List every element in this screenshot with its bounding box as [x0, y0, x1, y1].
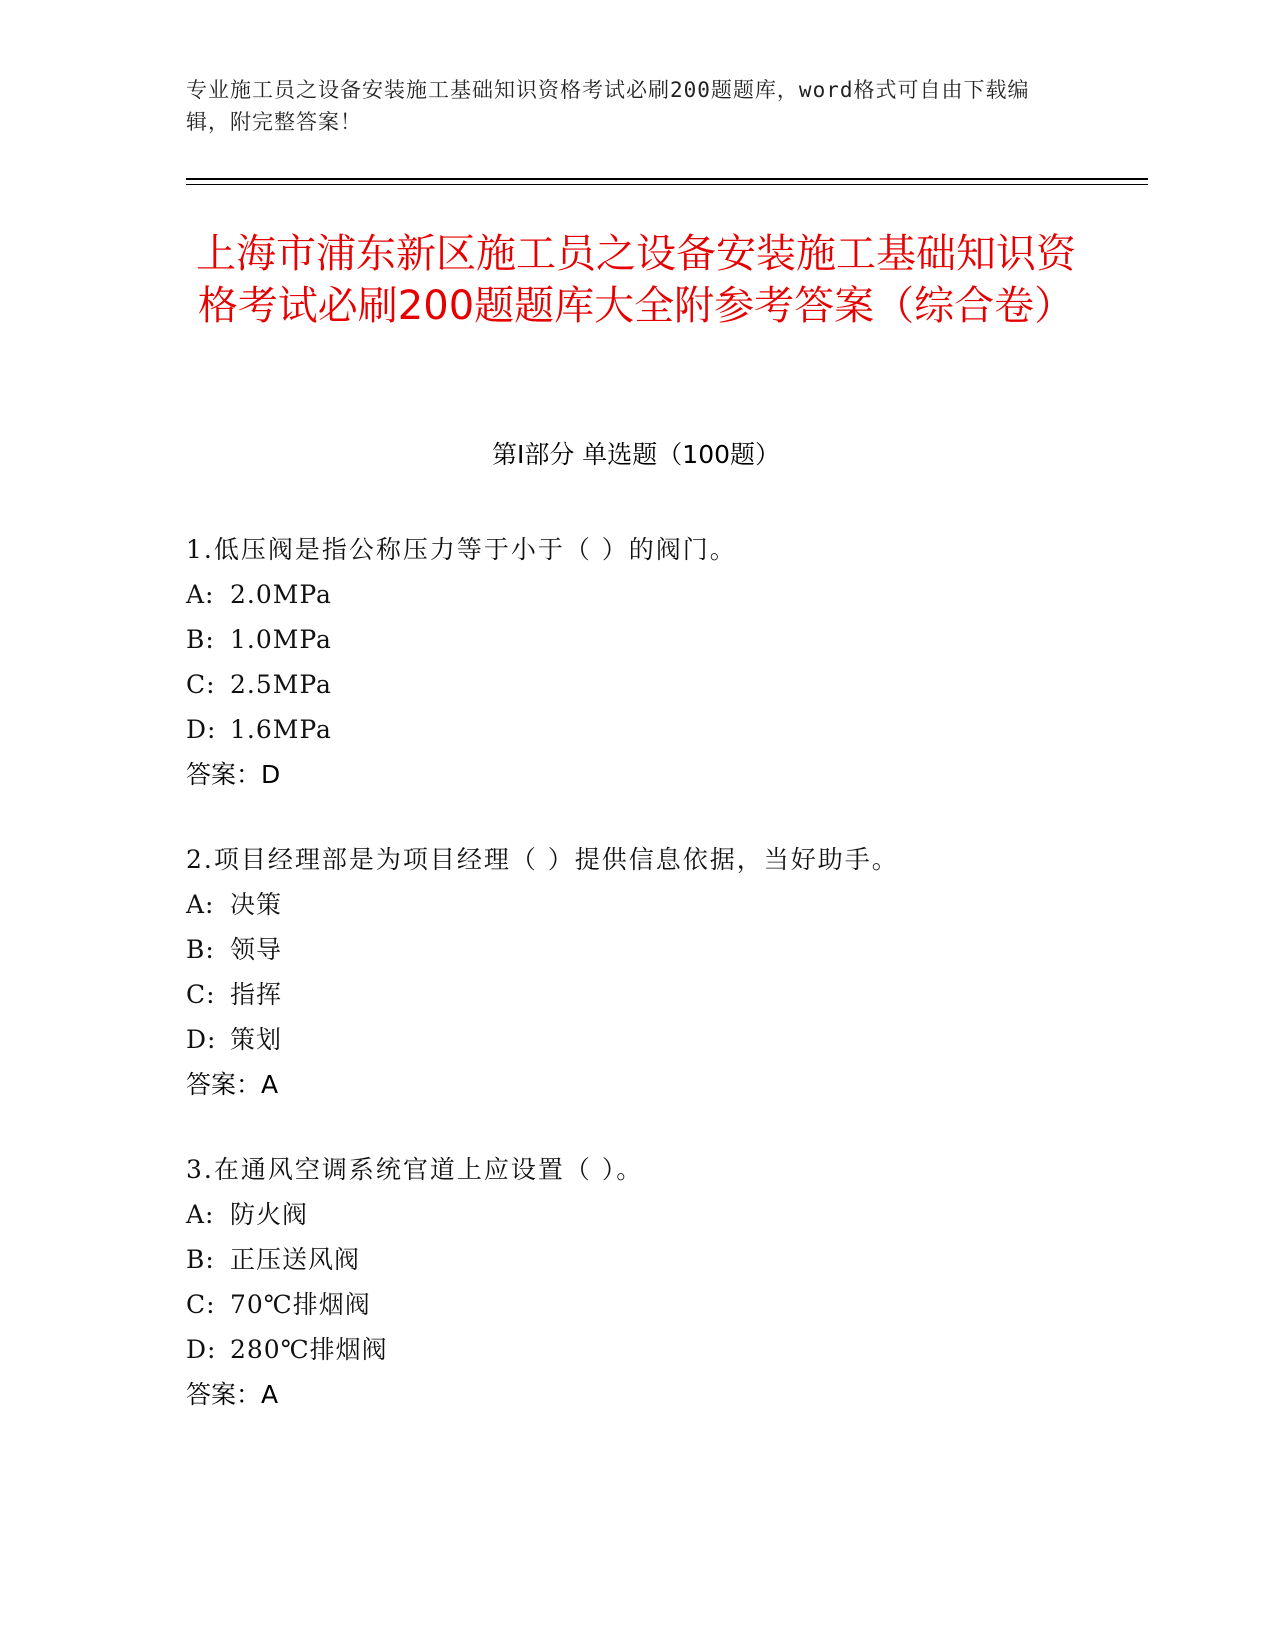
document-title: 上海市浦东新区施工员之设备安装施工基础知识资格考试必刷200题题库大全附参考答案（综合卷）: [196, 231, 1076, 329]
option-text: 70℃排烟阀: [230, 1290, 371, 1319]
answer-line: 答案：A: [186, 1070, 279, 1099]
option-key: D:: [186, 1025, 217, 1054]
option-text: 2.0MPa: [230, 580, 332, 609]
option-key: A:: [186, 580, 215, 609]
option-b: [186, 927, 1086, 972]
header-divider-thin: [186, 184, 1148, 185]
option-d: [186, 1017, 1086, 1062]
option-text: 1.6MPa: [230, 715, 332, 744]
answer-line: 答案：A: [186, 1380, 279, 1409]
option-text: 指挥: [230, 980, 283, 1009]
option-key: B:: [186, 1245, 215, 1274]
option-a: [186, 572, 1086, 617]
option-c: [186, 662, 1086, 707]
question-stem: 1.低压阀是指公称压力等于小于（ ）的阀门。: [186, 535, 737, 564]
option-key: C:: [186, 1290, 216, 1319]
question-stem: 2.项目经理部是为项目经理（ ）提供信息依据，当好助手。: [186, 845, 899, 874]
option-a: [186, 882, 1086, 927]
answer-line: 答案：D: [186, 760, 281, 789]
option-text: 1.0MPa: [230, 625, 332, 654]
option-key: A:: [186, 890, 215, 919]
option-c: [186, 972, 1086, 1017]
question-2: [186, 837, 1086, 1107]
option-text: 2.5MPa: [230, 670, 332, 699]
option-a: [186, 1192, 1086, 1237]
option-b: [186, 1237, 1086, 1282]
option-key: D:: [186, 715, 217, 744]
option-key: B:: [186, 935, 215, 964]
option-key: C:: [186, 670, 216, 699]
option-text: 280℃排烟阀: [230, 1335, 388, 1364]
question-3: [186, 1147, 1086, 1417]
option-key: A:: [186, 1200, 215, 1229]
question-list: [186, 527, 1086, 1457]
option-text: 领导: [230, 935, 283, 964]
question-stem: 3.在通风空调系统官道上应设置（ ）。: [186, 1155, 644, 1184]
option-key: C:: [186, 980, 216, 1009]
section-title: 第Ⅰ部分 单选题（100题）: [491, 440, 781, 469]
option-key: D:: [186, 1335, 217, 1364]
option-c: [186, 1282, 1086, 1327]
option-key: B:: [186, 625, 215, 654]
option-text: 正压送风阀: [230, 1245, 361, 1274]
option-text: 决策: [230, 890, 283, 919]
header-note: 专业施工员之设备安装施工基础知识资格考试必刷200题题库，word格式可自由下载编辑，附完整答案！: [186, 78, 1030, 134]
header-divider-thick: [186, 178, 1148, 180]
option-b: [186, 617, 1086, 662]
question-1: [186, 527, 1086, 797]
option-d: [186, 1327, 1086, 1372]
option-text: 防火阀: [230, 1200, 309, 1229]
option-d: [186, 707, 1086, 752]
option-text: 策划: [230, 1025, 283, 1054]
